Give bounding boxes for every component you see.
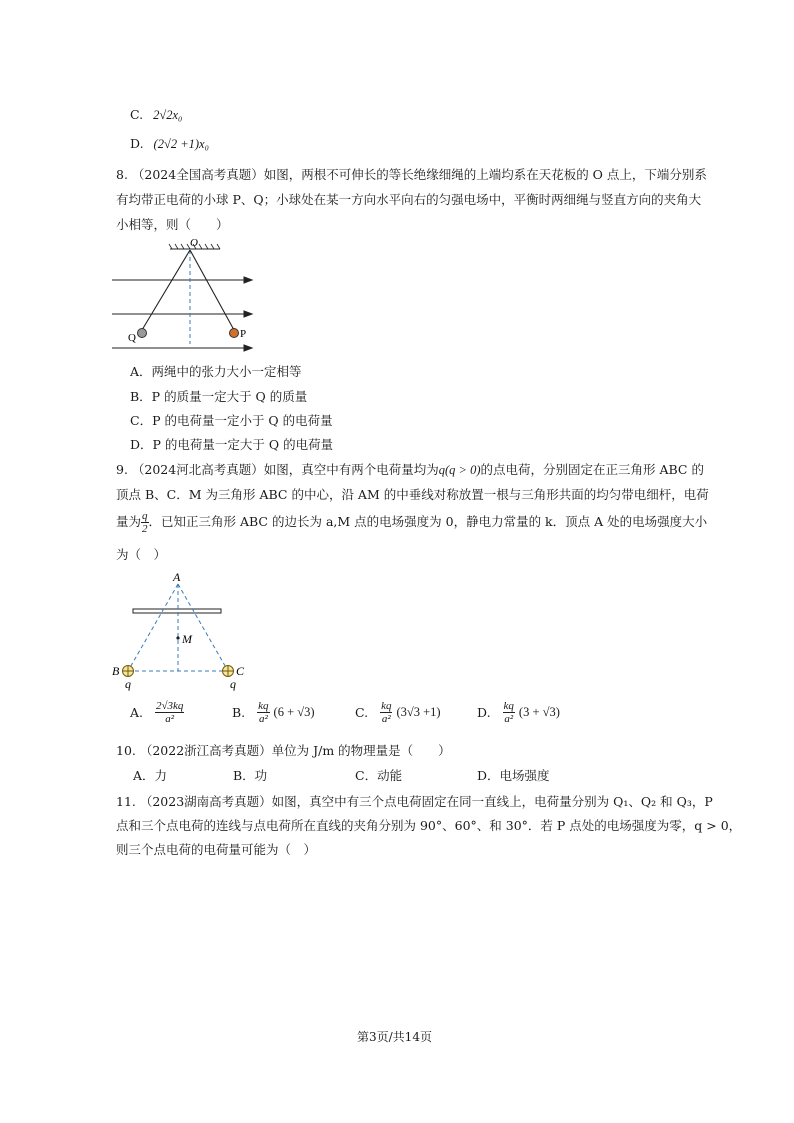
question-10-option-d: D．电场强度 <box>477 768 550 783</box>
option-tail: (6 + √3) <box>273 705 315 719</box>
fraction-numerator: kq <box>503 700 514 712</box>
question-9-figure <box>110 568 250 693</box>
question-9-line-3-b: ．已知正三角形 ABC 的边长为 a,M 点的电场强度为 0，静电力常量的 k．顶点 A 处的电场强度大小 <box>148 514 708 529</box>
option-letter: C. <box>130 107 144 122</box>
label-c: C <box>236 664 245 678</box>
fraction-denominator: a² <box>165 713 175 725</box>
option-letter: D. <box>477 705 491 720</box>
charge-c <box>223 666 234 677</box>
question-9-line-3-a: 量为 <box>116 514 142 529</box>
option-fraction <box>257 700 269 725</box>
label-qb: q <box>125 677 131 691</box>
question-9-line-1-b: 的点电荷，分别固定在正三角形 ABC 的 <box>480 462 704 477</box>
ball-p <box>230 329 239 338</box>
option-expression: (2√2 +1)x₀ <box>153 137 209 151</box>
question-8-option-b: B．P 的质量一定大于 Q 的质量 <box>130 389 308 404</box>
question-9-option-a <box>130 700 184 725</box>
question-8-option-c: C．P 的电荷量一定小于 Q 的电荷量 <box>130 413 333 428</box>
label-a: A <box>173 570 181 584</box>
ball-q <box>138 329 147 338</box>
question-8-option-a: A．两绳中的张力大小一定相等 <box>130 364 302 379</box>
question-9-line-2: 顶点 B、C．M 为三角形 ABC 的中心，沿 AM 的中垂线对称放置一根与三角形共面的均匀带电细杆，电荷 <box>116 487 709 502</box>
label-o: O <box>190 237 198 249</box>
charge-condition: q(q > 0) <box>438 463 481 477</box>
fraction-numerator: 2√3kq <box>156 700 184 712</box>
option-fraction <box>503 700 515 725</box>
question-8-figure <box>112 236 262 356</box>
question-9-option-b <box>232 700 315 725</box>
question-10-stem: 10. （2022浙江高考真题）单位为 J/m 的物理量是（ ） <box>116 743 451 758</box>
fraction-denominator: a² <box>381 713 391 725</box>
question-9-line-3 <box>116 510 707 535</box>
question-11-line-1: 11. （2023湖南高考真题）如图，真空中有三个点电荷固定在同一直线上，电荷量分别为 Q₁、Q₂ 和 Q₃，P <box>116 794 713 809</box>
question-10-option-a: A．力 <box>133 768 168 783</box>
page-number: 第3页/共14页 <box>357 1030 432 1044</box>
option-letter: C. <box>355 705 369 720</box>
fraction-denominator: a² <box>258 713 268 725</box>
option-tail: (3√3 +1) <box>396 705 441 719</box>
question-8-line-2: 有均带正电荷的小球 P、Q；小球处在某一方向水平向右的匀强电场中，平衡时两细绳与竖直方向的夹角大 <box>116 192 702 207</box>
label-q: Q <box>128 332 136 344</box>
fraction-numerator: kq <box>381 700 392 712</box>
question-9-line-1 <box>116 460 704 478</box>
option-expression: 2√2x₀ <box>153 108 183 122</box>
question-10-option-c: C．动能 <box>355 768 403 783</box>
option-c <box>130 107 182 123</box>
fraction-numerator: kq <box>258 700 269 712</box>
option-letter: A. <box>130 705 144 720</box>
fraction-numerator: q <box>142 510 148 522</box>
option-letter: B. <box>232 705 246 720</box>
label-m: M <box>182 632 192 646</box>
fraction-denominator: 2 <box>142 523 148 535</box>
question-10-option-b: B．功 <box>233 768 268 783</box>
charge-b <box>123 666 134 677</box>
charged-rod <box>133 609 221 613</box>
label-b: B <box>112 664 120 678</box>
question-9-line-4: 为（ ） <box>116 547 167 562</box>
question-9-line-1-a: 9. （2024河北高考真题）如图，真空中有两个电荷量均为 <box>116 462 439 477</box>
option-letter: D. <box>130 136 144 151</box>
question-11-line-2: 点和三个点电荷的连线与点电荷所在直线的夹角分别为 90°、60°、和 30°．若 P 点处的电场强度为零，q > 0， <box>116 818 742 833</box>
label-p: P <box>240 328 247 340</box>
point-m <box>176 636 179 639</box>
question-8-line-1: 8. （2024全国高考真题）如图，两根不可伸长的等长绝缘细绳的上端均系在天花板的 O 点上，下端分别系 <box>116 167 707 182</box>
option-fraction <box>380 700 392 725</box>
question-8-option-d: D．P 的电荷量一定大于 Q 的电荷量 <box>130 437 334 452</box>
question-11-line-3: 则三个点电荷的电荷量可能为（ ） <box>116 842 317 857</box>
option-fraction <box>155 700 184 725</box>
option-d <box>130 136 209 152</box>
question-9-option-d <box>477 700 560 725</box>
half-charge-fraction <box>141 510 149 535</box>
label-qc: q <box>230 677 236 691</box>
option-tail: (3 + √3) <box>518 705 560 719</box>
fraction-denominator: a² <box>504 713 514 725</box>
question-8-line-3: 小相等，则（ ） <box>116 217 229 232</box>
question-9-option-c <box>355 700 441 725</box>
